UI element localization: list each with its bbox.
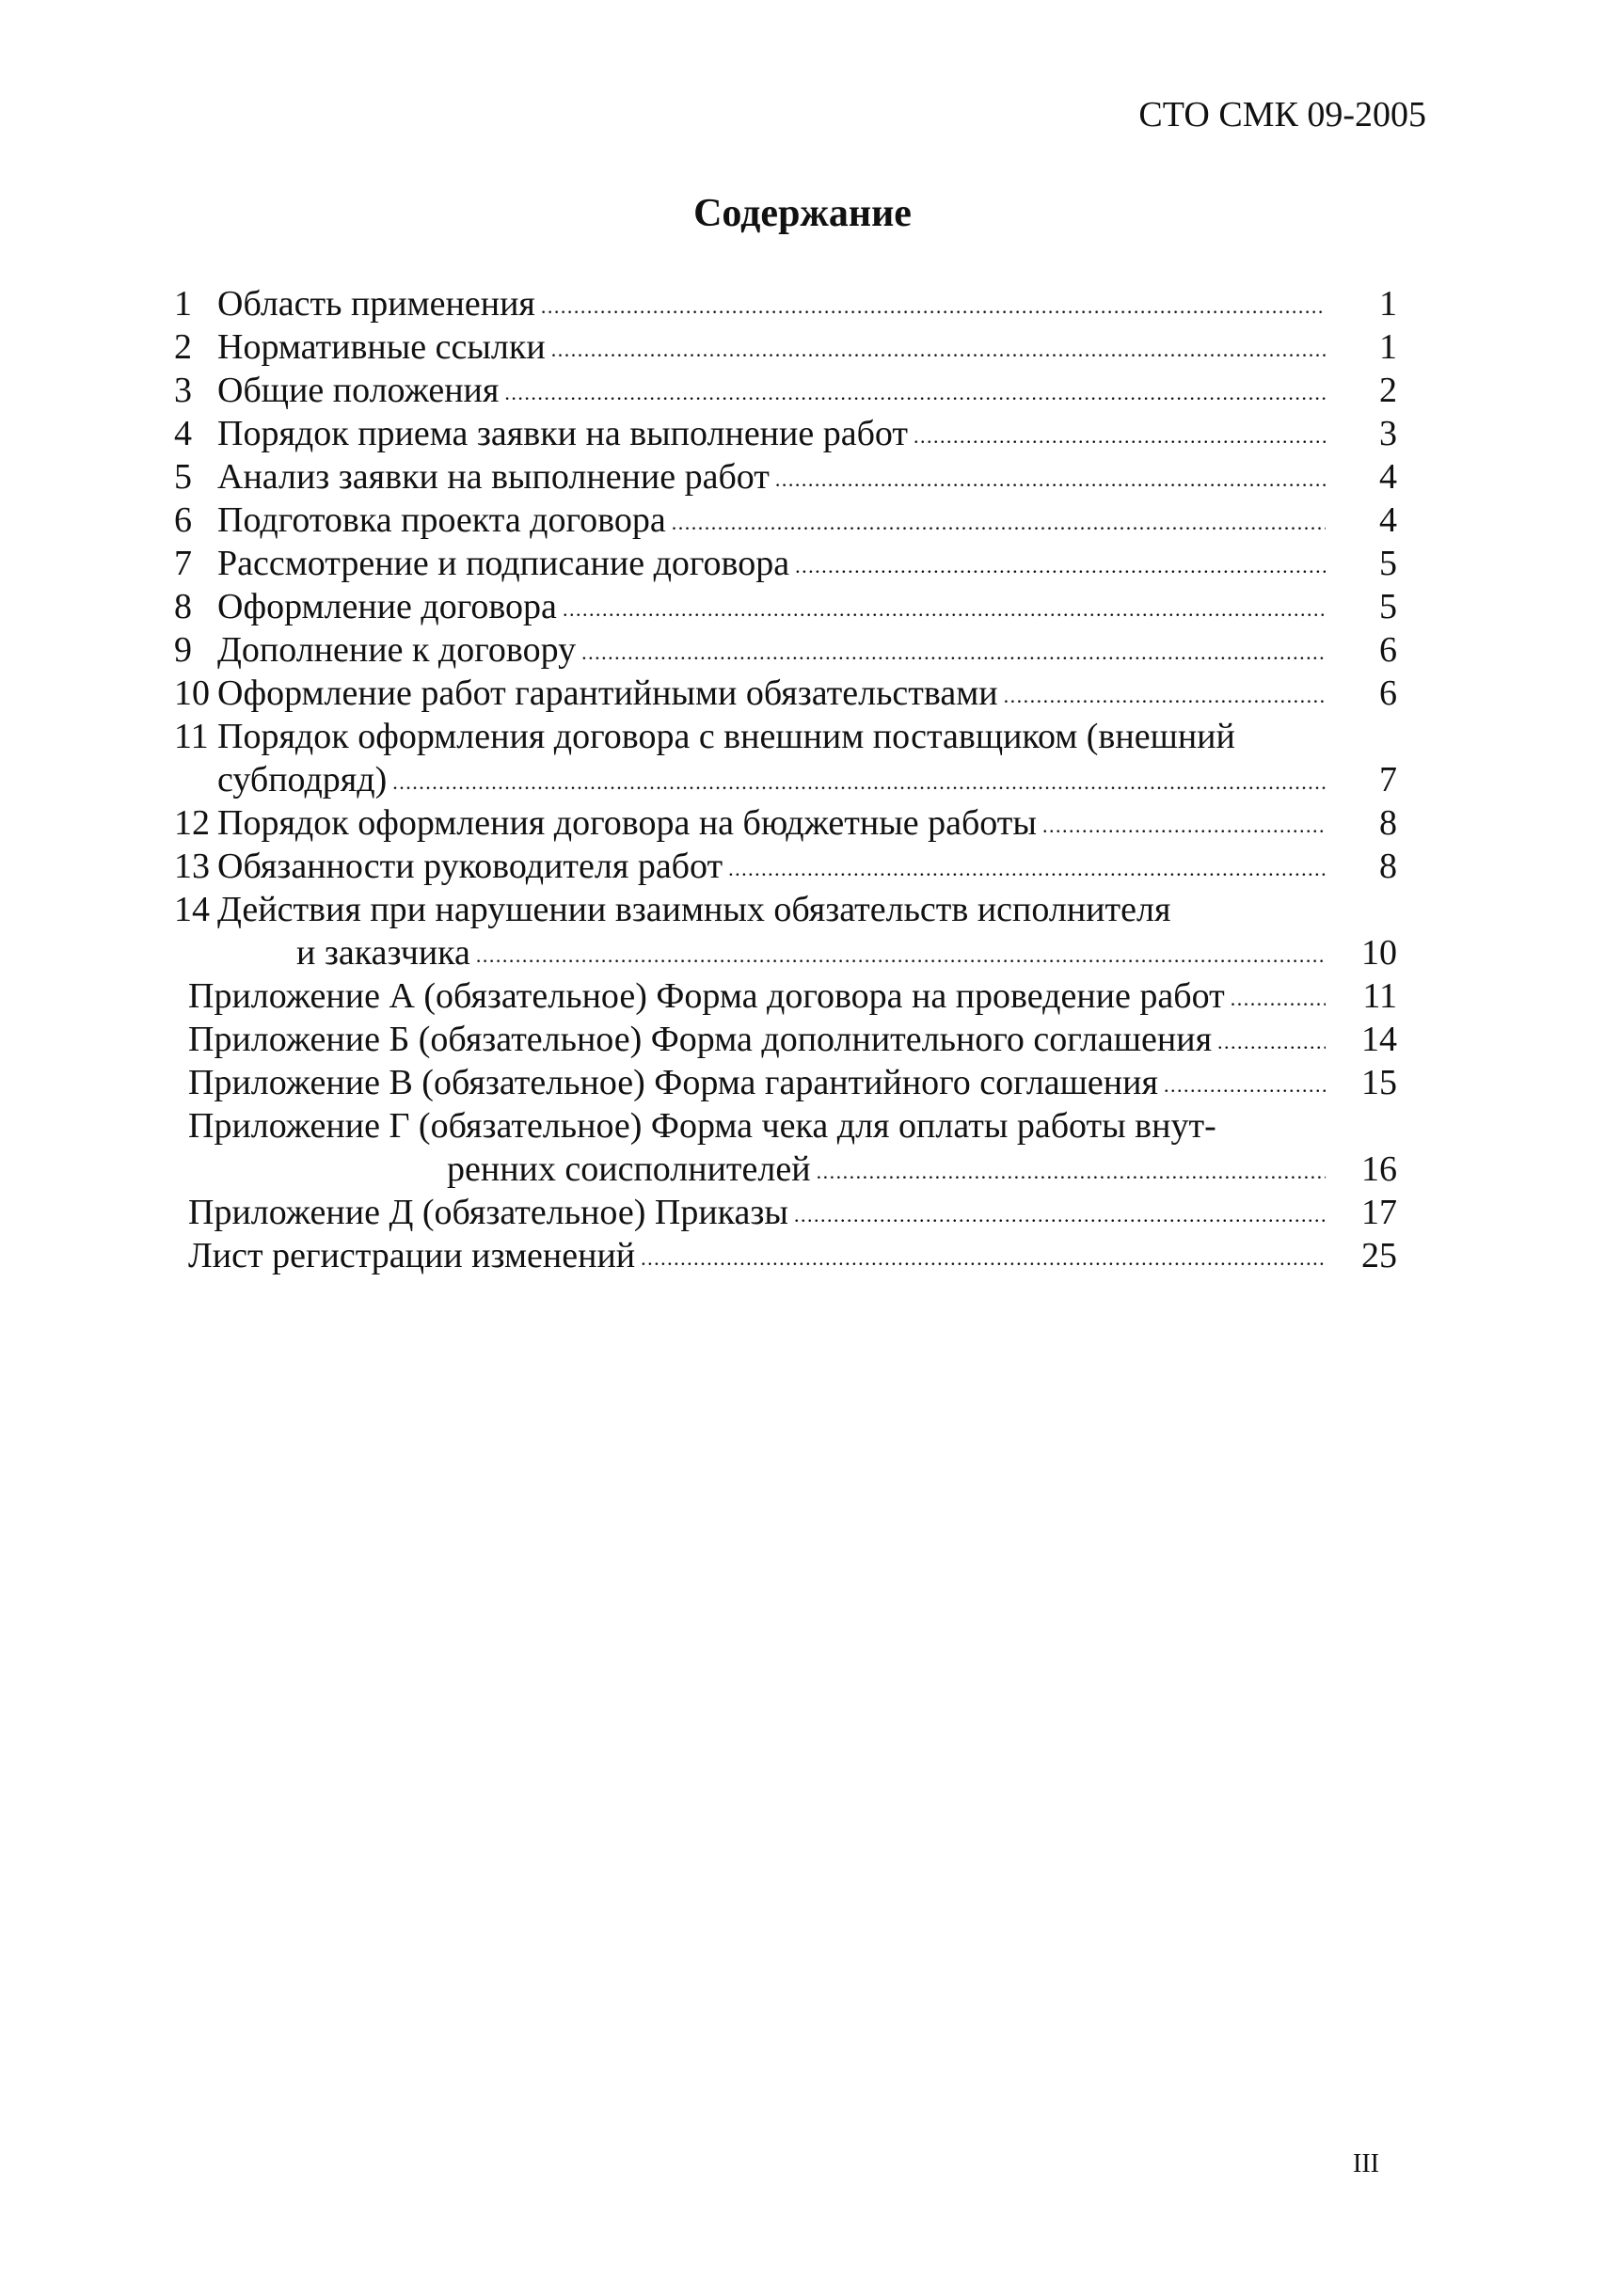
toc-entry-page: 3 [1379,414,1397,453]
toc-entry-page: 1 [1379,284,1397,324]
toc-entry-title: Оформление договора [217,587,557,626]
toc-entry-page: 8 [1379,847,1397,886]
dot-leader [551,324,1326,372]
toc-entry [174,1191,1397,1234]
toc-entry [174,585,1397,628]
toc-entry-title: Область применения [217,284,535,324]
dot-leader [672,497,1326,545]
dot-leader [1164,1059,1326,1107]
toc-entry-title-continued: и заказчика [296,933,470,973]
toc-entry-title: Лист регистрации изменений [188,1236,636,1275]
toc-entry [174,888,1397,974]
toc-entry-title: Оформление работ гарантийными обязательствами [217,673,998,713]
dot-leader [392,756,1326,804]
toc-entry-number: 14 [174,890,210,929]
toc-entry-title: Приложение Г (обязательное) Форма чека для оплаты работы внут- [188,1106,1216,1146]
dot-leader [794,1189,1326,1237]
toc-entry-number: 13 [174,847,210,886]
dot-leader [541,280,1326,328]
toc-entry [174,369,1397,412]
toc-entry-page: 8 [1379,803,1397,843]
toc-entry-title: Нормативные ссылки [217,327,546,367]
toc-entry-title: Подготовка проекта договора [217,500,666,540]
dot-leader [914,410,1326,458]
toc-entry [174,325,1397,369]
dot-leader [1217,1016,1326,1064]
toc-entry [174,282,1397,325]
toc-entry-page: 5 [1379,587,1397,626]
toc-entry [174,801,1397,845]
toc-entry-number: 7 [174,544,192,583]
toc-entry-number: 9 [174,630,192,670]
toc-entry-number: 5 [174,457,192,497]
toc-entry-page: 2 [1379,371,1397,410]
toc-entry-title: Анализ заявки на выполнение работ [217,457,770,497]
toc-entry-number: 10 [174,673,210,713]
toc-entry [174,1018,1397,1061]
toc-entry-page: 14 [1361,1020,1397,1059]
toc-entry-page: 25 [1361,1236,1397,1275]
toc-entry-page: 6 [1379,673,1397,713]
toc-entry-number: 11 [174,717,209,756]
toc-entry-number: 4 [174,414,192,453]
toc-entry-title: Порядок оформления договора с внешним поставщиком (внешний [217,717,1235,756]
toc-entry-title: Обязанности руководителя работ [217,847,723,886]
toc-entry [174,499,1397,542]
dot-leader [504,367,1326,415]
toc-entry-page: 15 [1361,1063,1397,1102]
dot-leader [563,583,1326,631]
dot-leader [641,1232,1326,1280]
toc-entry [174,1234,1397,1277]
toc-entry-page: 16 [1361,1149,1397,1189]
toc-entry-title: Порядок приема заявки на выполнение работ [217,414,909,453]
toc-entry-number: 1 [174,284,192,324]
toc-entry [174,455,1397,499]
toc-entry-page: 1 [1379,327,1397,367]
toc-entry [174,845,1397,888]
toc-entry-title: Действия при нарушении взаимных обязательств исполнителя [217,890,1171,929]
toc-entry-title-continued: субподряд) [217,760,388,800]
toc-entry [174,1104,1397,1191]
toc-entry [174,672,1397,715]
toc-entry-title: Приложение Д (обязательное) Приказы [188,1193,788,1232]
toc-entry-page: 4 [1379,500,1397,540]
toc-entry [174,542,1397,585]
dot-leader [581,626,1326,674]
toc-entry-page: 11 [1362,976,1397,1016]
dot-leader [817,1146,1326,1194]
dot-leader [1231,973,1326,1021]
toc-entry-title: Приложение Б (обязательное) Форма дополнительного соглашения [188,1020,1213,1059]
toc-entry [174,974,1397,1018]
toc-entry [174,1061,1397,1104]
toc-entry-number: 6 [174,500,192,540]
page-title: Содержание [693,192,912,235]
table-of-contents [174,282,1397,1277]
toc-entry-title: Порядок оформления договора на бюджетные работы [217,803,1037,843]
toc-entry-page: 10 [1361,933,1397,973]
toc-entry-title: Дополнение к договору [217,630,577,670]
toc-entry-number: 3 [174,371,192,410]
page-number: III [1353,2149,1379,2178]
toc-entry-page: 4 [1379,457,1397,497]
dot-leader [1042,800,1326,847]
toc-entry-number: 2 [174,327,192,367]
dot-leader [728,843,1326,891]
toc-entry [174,715,1397,801]
dot-leader [1004,670,1326,718]
toc-entry-number: 12 [174,803,210,843]
toc-entry-page: 6 [1379,630,1397,670]
toc-entry [174,628,1397,672]
toc-entry-title: Общие положения [217,371,500,410]
toc-entry-title: Рассмотрение и подписание договора [217,544,790,583]
toc-entry-title-continued: ренних соисполнителей [447,1149,811,1189]
toc-entry-page: 7 [1379,760,1397,800]
dot-leader [795,540,1326,588]
dot-leader [775,453,1326,501]
toc-entry-title: Приложение В (обязательное) Форма гарантийного соглашения [188,1063,1158,1102]
document-code: СТО СМК 09-2005 [1138,95,1426,135]
dot-leader [476,929,1326,977]
toc-entry-title: Приложение А (обязательное) Форма договора на проведение работ [188,976,1225,1016]
toc-entry-number: 8 [174,587,192,626]
toc-entry-page: 17 [1361,1193,1397,1232]
toc-entry [174,412,1397,455]
toc-entry-page: 5 [1379,544,1397,583]
